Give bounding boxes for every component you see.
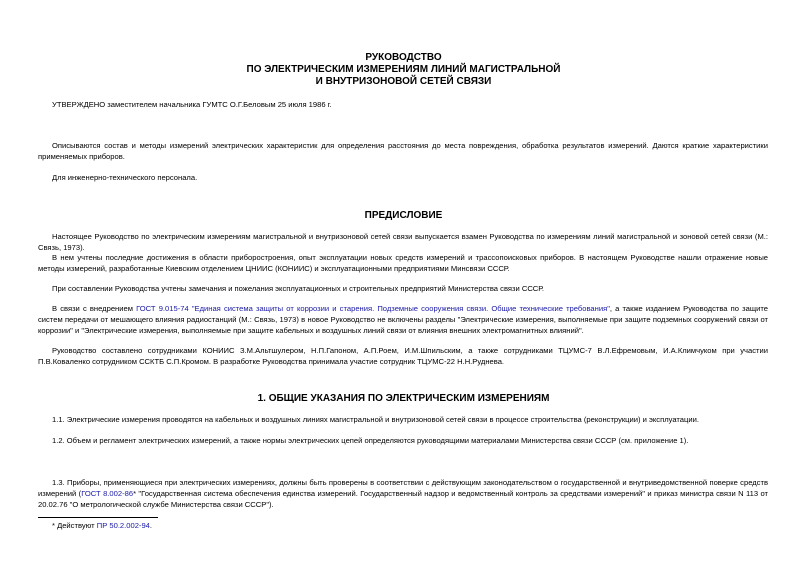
document-title-line-1: РУКОВОДСТВО: [365, 52, 442, 63]
preface-paragraph-5: Руководство составлено сотрудниками КОНИИС З.М.Альтшулером, Н.П.Гапоном, А.П.Роем, И.М.Шпильским, а также сотрудниками ТЦУМС-7 В.Л.Ефремовым, И.А.Климчуком при участии П.В.Коваленко сотрудником ССКТБ С.П.Кромом. В разработке Руководства принимала участие сотрудник ТЦУМС-22 Н.Н.Руднева.: [38, 346, 768, 366]
abstract-paragraph: Описываются состав и методы измерений электрических характеристик для определения расстояния до места повреждения, обработка результатов измерений. Даются краткие характеристики применяемых приборов.: [38, 141, 768, 161]
footnote: [52, 520, 152, 531]
preface-paragraph-4: [38, 303, 768, 336]
section-1-paragraph-1-3: [38, 477, 768, 510]
preface-paragraph-1: Настоящее Руководство по электрическим измерениям магистральной и внутризоновой сетей связи выпускается взамен Руководства по измерениям линий магистральной и зоновой сетей связи (М.: Связь, 1973).: [38, 232, 768, 252]
footnote-text-before: * Действуют: [52, 521, 97, 530]
section-1-paragraph-1-1: 1.1. Электрические измерения проводятся на кабельных и воздушных линиях магистральной и внутризоновой сетей связи в процессе строительства (реконструкции) и эксплуатации.: [52, 415, 699, 424]
p13-text-after: * "Государственная система обеспечения единства измерений. Государственный надзор и ведомственный контроль за средствами измерений" и приказ министра связи N 113 от 20.02.76 "О метрологической службе Министерства связи СССР").: [38, 489, 768, 509]
pr-50-2-002-94-link[interactable]: ПР 50.2.002-94: [96, 521, 150, 530]
document-title-line-3: И ВНУТРИЗОНОВОЙ СЕТЕЙ СВЯЗИ: [315, 76, 492, 87]
approval-paragraph: УТВЕРЖДЕНО заместителем начальника ГУМТС О.Г.Беловым 25 июля 1986 г.: [52, 100, 332, 109]
section-1-heading: 1. ОБЩИЕ УКАЗАНИЯ ПО ЭЛЕКТРИЧЕСКИМ ИЗМЕРЕНИЯМ: [257, 393, 550, 404]
footnote-divider: [38, 517, 158, 518]
audience-paragraph: Для инженерно-технического персонала.: [52, 173, 198, 182]
footnote-text-after: .: [149, 521, 153, 530]
preface-paragraph-2: В нем учтены последние достижения в области приборостроения, опыт эксплуатации новых средств измерений и трассопоисковых приборов. В настоящем Руководстве нашли отражение новые методы измерений, разработанные Киевским отделением ЦНИИС (КОНИИС) и эксплуатационными предприятиями Минсвязи СССР.: [38, 253, 768, 273]
preface-paragraph-3: При составлении Руководства учтены замечания и пожелания эксплуатационных и строительных предприятий Министерства связи СССР.: [52, 284, 545, 293]
p13-text-before: 1.3. Приборы, применяющиеся при электрических измерениях, должны быть проверены в соответствии с действующим законодательством о государственной и внутриведомственной поверке средств измерений (: [38, 478, 768, 498]
preface-heading: ПРЕДИСЛОВИЕ: [364, 210, 443, 221]
section-1-paragraph-1-2: 1.2. Объем и регламент электрических измерений, а также нормы электрических цепей определяются руководящими материалами Министерства связи СССР (см. приложение 1).: [52, 436, 689, 445]
preface-p4-text-before: В связи с внедрением: [52, 304, 137, 313]
document-title-line-2: ПО ЭЛЕКТРИЧЕСКИМ ИЗМЕРЕНИЯМ ЛИНИЙ МАГИСТРАЛЬНОЙ: [246, 64, 561, 75]
gost-9-015-74-link[interactable]: ГОСТ 9.015-74 "Единая система защиты от коррозии и старения. Подземные сооружения связи. Общие технические требования": [136, 304, 610, 313]
preface-p4-text-after: , а также изданием Руководства по защите систем передачи от мешающего влияния радиостанций (М.: Связь, 1973) в новое Руководство не включены разделы "Электрические измерения, выполняемые при защите подземных сооружений связи от коррозии" и "Электрические измерения, выполняемые при защите кабельных и воздушных линий связи от влияния внешних электромагнитных влияний".: [38, 304, 768, 335]
gost-8-002-86-link[interactable]: ГОСТ 8.002-86: [81, 489, 134, 498]
